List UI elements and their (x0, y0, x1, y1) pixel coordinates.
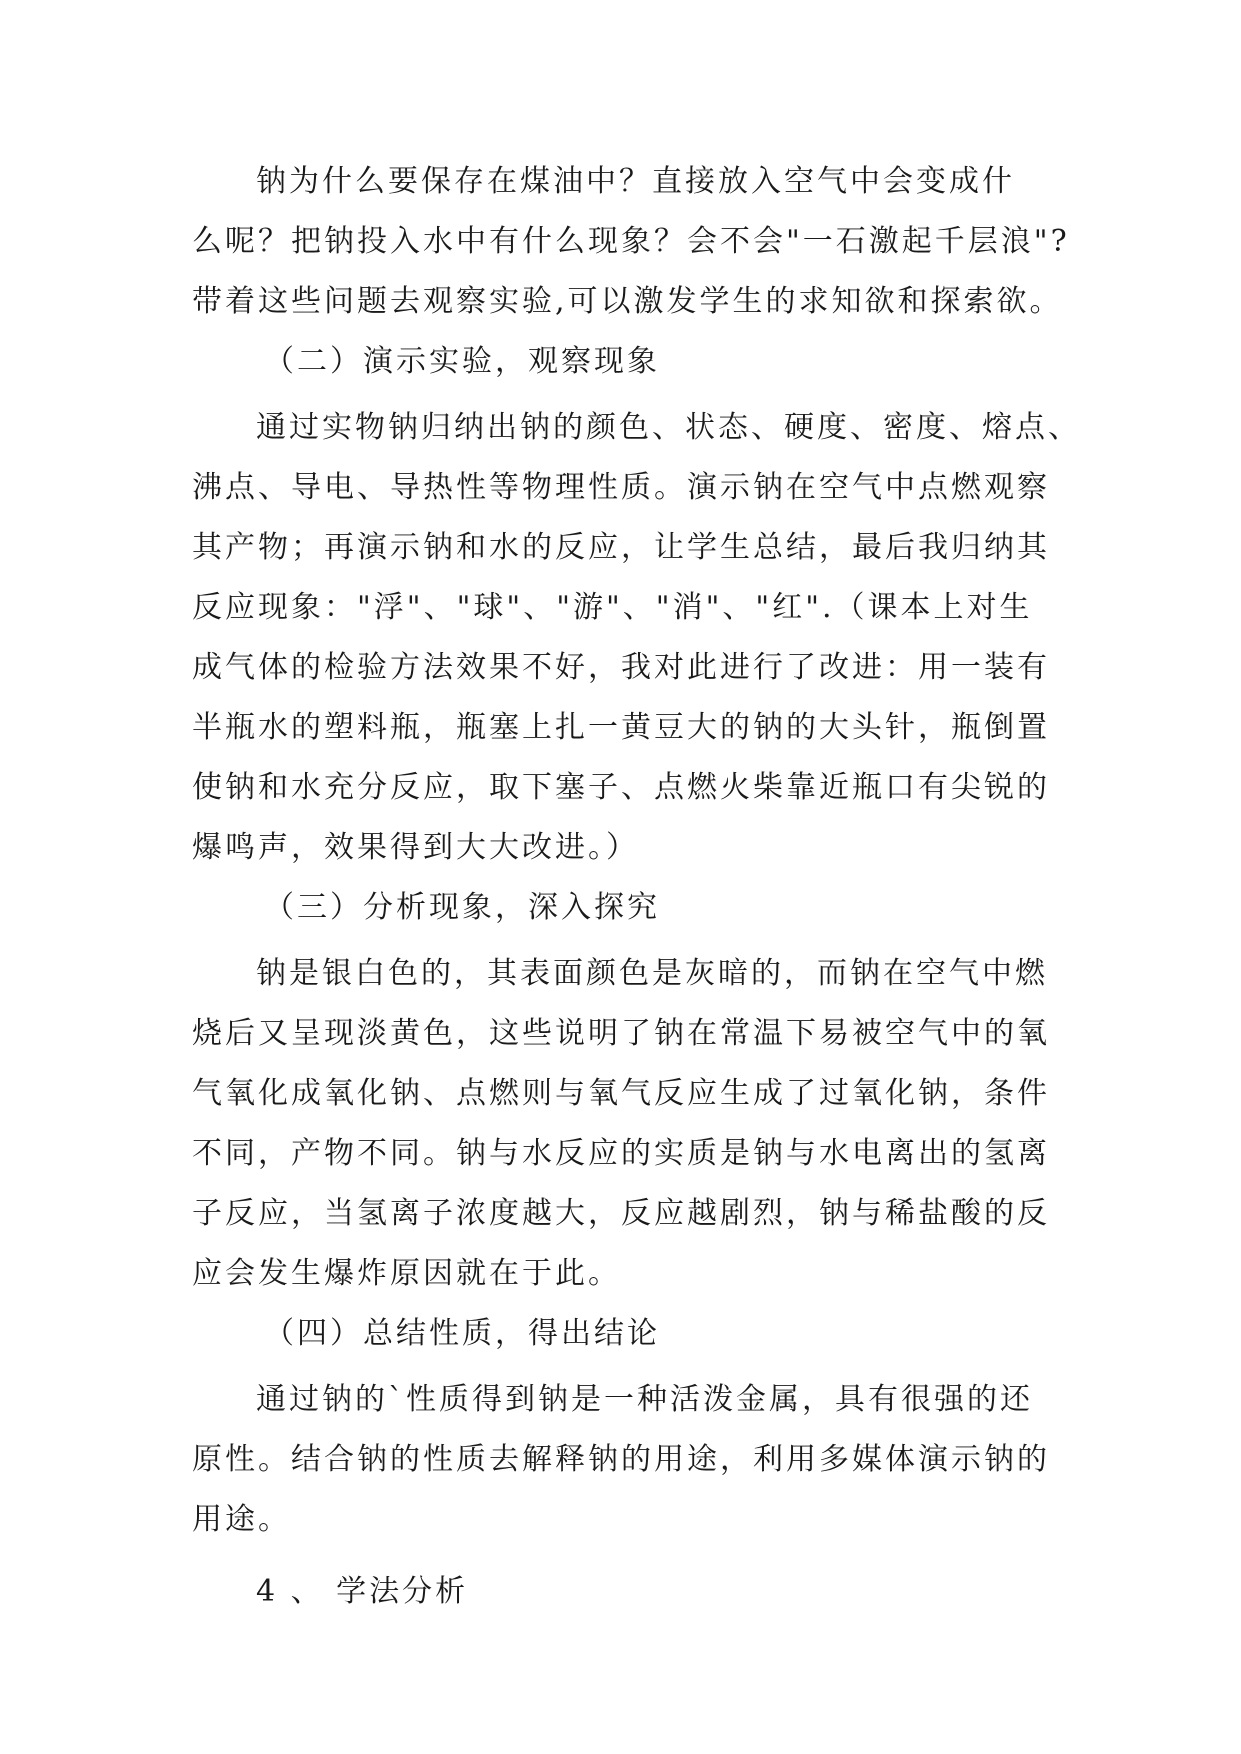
text-line: 原性。结合钠的性质去解释钠的用途，利用多媒体演示钠的 (192, 1442, 1050, 1477)
text-line: 应会发生爆炸原因就在于此。 (192, 1256, 621, 1291)
text-line: 烧后又呈现淡黄色，这些说明了钠在常温下易被空气中的氧 (192, 1016, 1050, 1051)
paragraph-conclusion (192, 1370, 1072, 1550)
text-line: 沸点、导电、导热性等物理性质。演示钠在空气中点燃观察 (192, 470, 1050, 505)
text-line: 反应现象："浮"、"球"、"游"、"消"、"红".（课本上对生 (192, 590, 1033, 625)
text-line: 子反应，当氢离子浓度越大，反应越剧烈，钠与稀盐酸的反 (192, 1196, 1050, 1231)
paragraph-demonstration (192, 398, 1081, 878)
text-line: 使钠和水充分反应，取下塞子、点燃火柴靠近瓶口有尖锐的 (192, 770, 1050, 805)
text-line: 成气体的检验方法效果不好，我对此进行了改进：用一装有 (192, 650, 1050, 685)
text-line: 半瓶水的塑料瓶，瓶塞上扎一黄豆大的钠的大头针，瓶倒置 (192, 710, 1050, 745)
text-line: 带着这些问题去观察实验,可以激发学生的求知欲和探索欲。 (192, 284, 1063, 319)
text-line: 钠是银白色的，其表面颜色是灰暗的，而钠在空气中燃 (256, 956, 1048, 991)
text-line: 钠为什么要保存在煤油中？直接放入空气中会变成什 (256, 164, 1015, 199)
section-heading-3: （三）分析现象，深入探究 (264, 890, 660, 925)
text-line: 用途。 (192, 1502, 291, 1537)
section-heading-study-methods: 4 、 学法分析 (256, 1574, 469, 1609)
text-line: 其产物；再演示钠和水的反应，让学生总结，最后我归纳其 (192, 530, 1050, 565)
text-line: 通过实物钠归纳出钠的颜色、状态、硬度、密度、熔点、 (256, 410, 1081, 445)
text-line: 么呢？把钠投入水中有什么现象？会不会"一石激起千层浪"? (192, 224, 1070, 259)
text-line: 通过钠的`性质得到钠是一种活泼金属，具有很强的还 (256, 1382, 1033, 1417)
paragraph-questions (192, 152, 1072, 332)
text-line: 爆鸣声，效果得到大大改进。） (192, 830, 639, 865)
paragraph-analysis (192, 944, 1072, 1304)
section-heading-2: （二）演示实验，观察现象 (264, 344, 660, 379)
document-body (192, 152, 1081, 1622)
text-line: 气氧化成氧化钠、点燃则与氧气反应生成了过氧化钠，条件 (192, 1076, 1050, 1111)
section-heading-4: （四）总结性质，得出结论 (264, 1316, 660, 1351)
text-line: 不同，产物不同。钠与水反应的实质是钠与水电离出的氢离 (192, 1136, 1050, 1171)
